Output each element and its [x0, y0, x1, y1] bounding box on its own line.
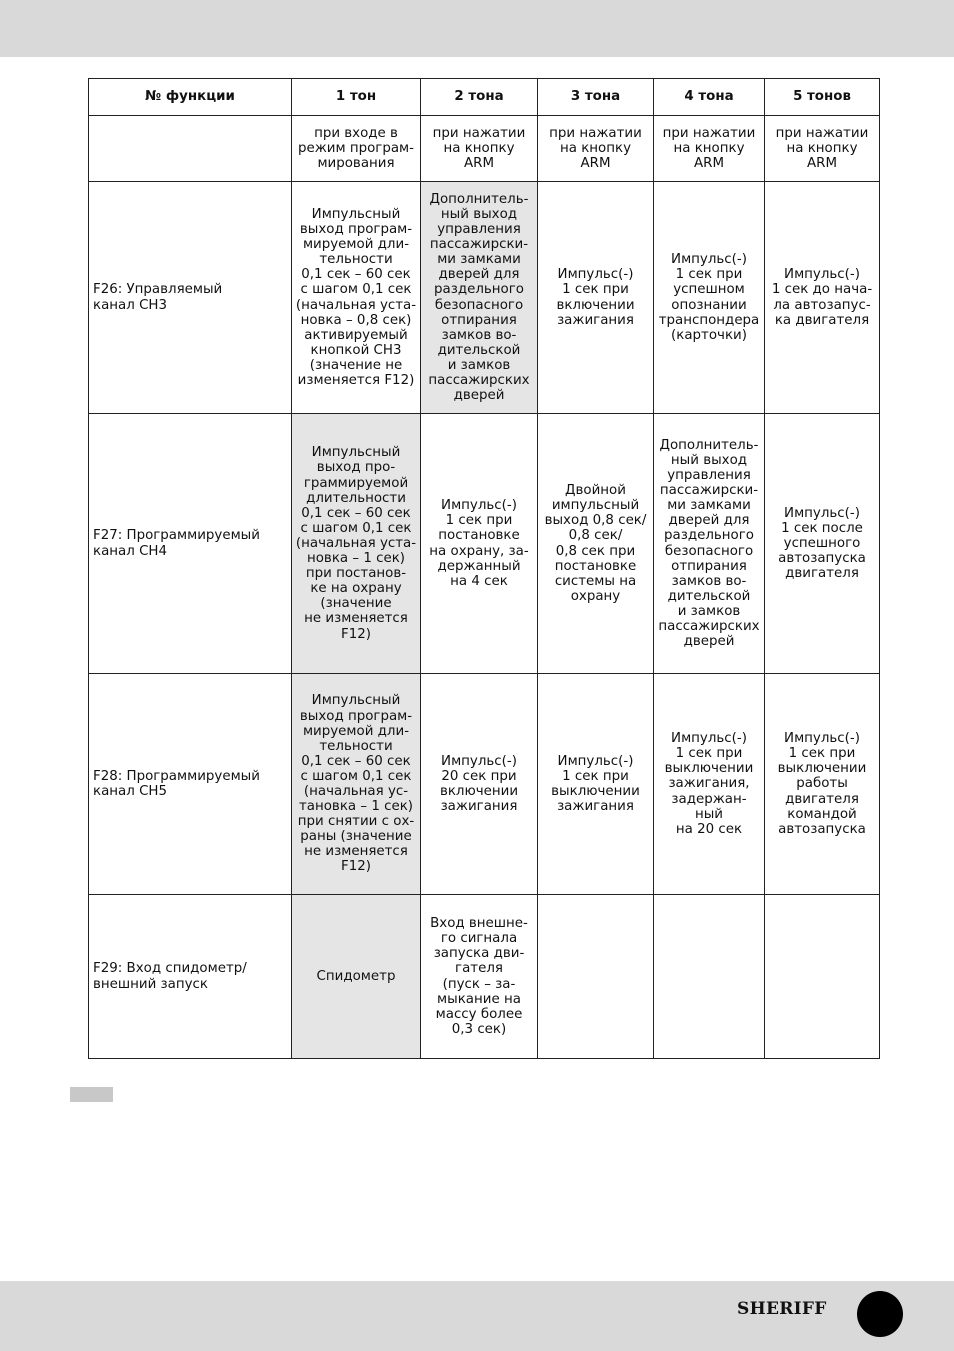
- trigger-row: [89, 116, 880, 182]
- header-cell-tone-4: 4 тона: [654, 79, 765, 116]
- function-name-cell: F29: Вход спидометр/ внешний запуск: [89, 895, 292, 1059]
- section-marker: [70, 1087, 113, 1102]
- trigger-cell: при нажатии на кнопку ARM: [654, 116, 765, 182]
- brand-logo: SHERIFF: [737, 1299, 827, 1319]
- table-cell: Импульс(-) 1 сек после успешного автозапуска двигателя: [765, 414, 880, 674]
- header-row: [89, 79, 880, 116]
- top-header-band: [0, 0, 954, 57]
- function-name-cell: F26: Управляемый канал СН3: [89, 182, 292, 414]
- table-cell: Спидометр: [292, 895, 421, 1059]
- table-cell: Импульс(-) 1 сек до нача- ла автозапус- ка двигателя: [765, 182, 880, 414]
- table-cell: Импульс(-) 1 сек при постановке на охрану, за- держанный на 4 сек: [421, 414, 538, 674]
- table-cell: Импульс(-) 1 сек при выключении работы двигателя командой автозапуска: [765, 674, 880, 895]
- header-cell-tone-3: 3 тона: [538, 79, 654, 116]
- header-cell-tone-1: 1 тон: [292, 79, 421, 116]
- table-cell: Импульс(-) 1 сек при выключении зажигания: [538, 674, 654, 895]
- table-row-f27: [89, 414, 880, 674]
- header-cell-function: № функции: [89, 79, 292, 116]
- trigger-cell: при нажатии на кнопку ARM: [421, 116, 538, 182]
- table-cell: Вход внешне- го сигнала запуска дви- гателя (пуск – за- мыкание на массу более 0,3 сек): [421, 895, 538, 1059]
- table-row-f28: [89, 674, 880, 895]
- table-cell: Импульс(-) 20 сек при включении зажигания: [421, 674, 538, 895]
- table-cell: [654, 895, 765, 1059]
- page-number-circle: [857, 1291, 903, 1337]
- table-row-f29: [89, 895, 880, 1059]
- trigger-cell: при нажатии на кнопку ARM: [765, 116, 880, 182]
- table-cell: Дополнитель- ный выход управления пассажирски- ми замками дверей для раздельного безопасного отпирания замков во- дительской и замков пассажирских дверей: [654, 414, 765, 674]
- table-cell: [765, 895, 880, 1059]
- trigger-cell: при входе в режим програм- мирования: [292, 116, 421, 182]
- table-cell: [538, 895, 654, 1059]
- table-cell: Импульсный выход програм- мируемой дли- тельности 0,1 сек – 60 сек с шагом 0,1 сек (начальная ус- тановка – 1 сек) при снятии с ох- раны (значение не изменяется F12): [292, 674, 421, 895]
- table-cell: Импульсный выход програм- мируемой дли- тельности 0,1 сек – 60 сек с шагом 0,1 сек (начальная уста- новка – 0,8 сек) активируемый кнопкой СН3 (значение не изменяется F12): [292, 182, 421, 414]
- function-name-cell: F27: Программируемый канал СН4: [89, 414, 292, 674]
- table-cell: Импульсный выход про- граммируемой длительности 0,1 сек – 60 сек с шагом 0,1 сек (начальная уста- новка – 1 сек) при постанов- ке на охрану (значение не изменяется F12): [292, 414, 421, 674]
- table-cell: Импульс(-) 1 сек при выключении зажигания, задержан- ный на 20 сек: [654, 674, 765, 895]
- trigger-cell: при нажатии на кнопку ARM: [538, 116, 654, 182]
- table-cell: Двойной импульсный выход 0,8 сек/ 0,8 сек/ 0,8 сек при постановке системы на охрану: [538, 414, 654, 674]
- table-cell: Импульс(-) 1 сек при успешном опознании транспондера (карточки): [654, 182, 765, 414]
- table-cell: Дополнитель- ный выход управления пассажирски- ми замками дверей для раздельного безопасного отпирания замков во- дительской и замков пассажирских дверей: [421, 182, 538, 414]
- trigger-row-function-cell: [89, 116, 292, 182]
- table-row-f26: [89, 182, 880, 414]
- table-cell: Импульс(-) 1 сек при включении зажигания: [538, 182, 654, 414]
- header-cell-tone-5: 5 тонов: [765, 79, 880, 116]
- function-table: [88, 78, 880, 1059]
- header-cell-tone-2: 2 тона: [421, 79, 538, 116]
- function-name-cell: F28: Программируемый канал СН5: [89, 674, 292, 895]
